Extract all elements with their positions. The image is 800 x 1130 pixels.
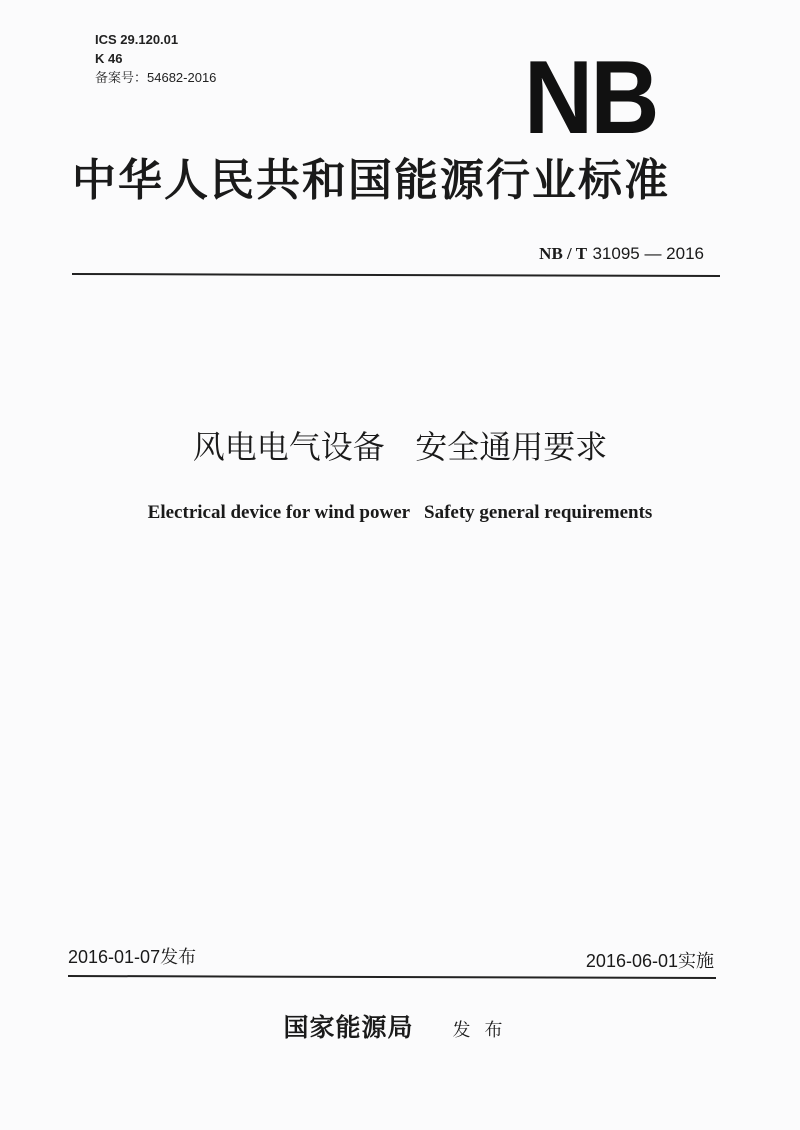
classification-block bbox=[95, 30, 216, 87]
record-number: 备案号：54682-2016 bbox=[95, 70, 217, 85]
footer-divider bbox=[68, 975, 716, 979]
header-divider bbox=[72, 273, 720, 277]
effective-date: 2016-06-01实施 bbox=[585, 951, 714, 971]
document-title-english: Electrical device for wind power Safety general requirements bbox=[147, 502, 653, 523]
publisher-action: 发布 bbox=[452, 1020, 517, 1041]
standard-category-title: 中华人民共和国能源行业标准 bbox=[72, 155, 670, 206]
publisher-line bbox=[0, 1008, 800, 1044]
standard-code bbox=[539, 242, 704, 266]
ccs-code: K 46 bbox=[95, 51, 123, 66]
ics-code: ICS 29.120.01 bbox=[95, 32, 179, 47]
standard-code-number: 31095 — 2016 bbox=[592, 244, 704, 263]
nb-logo: NB bbox=[524, 40, 657, 156]
issue-date: 2016-01-07发布 bbox=[68, 947, 197, 967]
publisher-organization: 国家能源局 bbox=[283, 1013, 414, 1042]
standard-code-prefix: NB / T bbox=[539, 244, 588, 263]
document-title-chinese: 风电电气设备 安全通用要求 bbox=[192, 428, 608, 466]
